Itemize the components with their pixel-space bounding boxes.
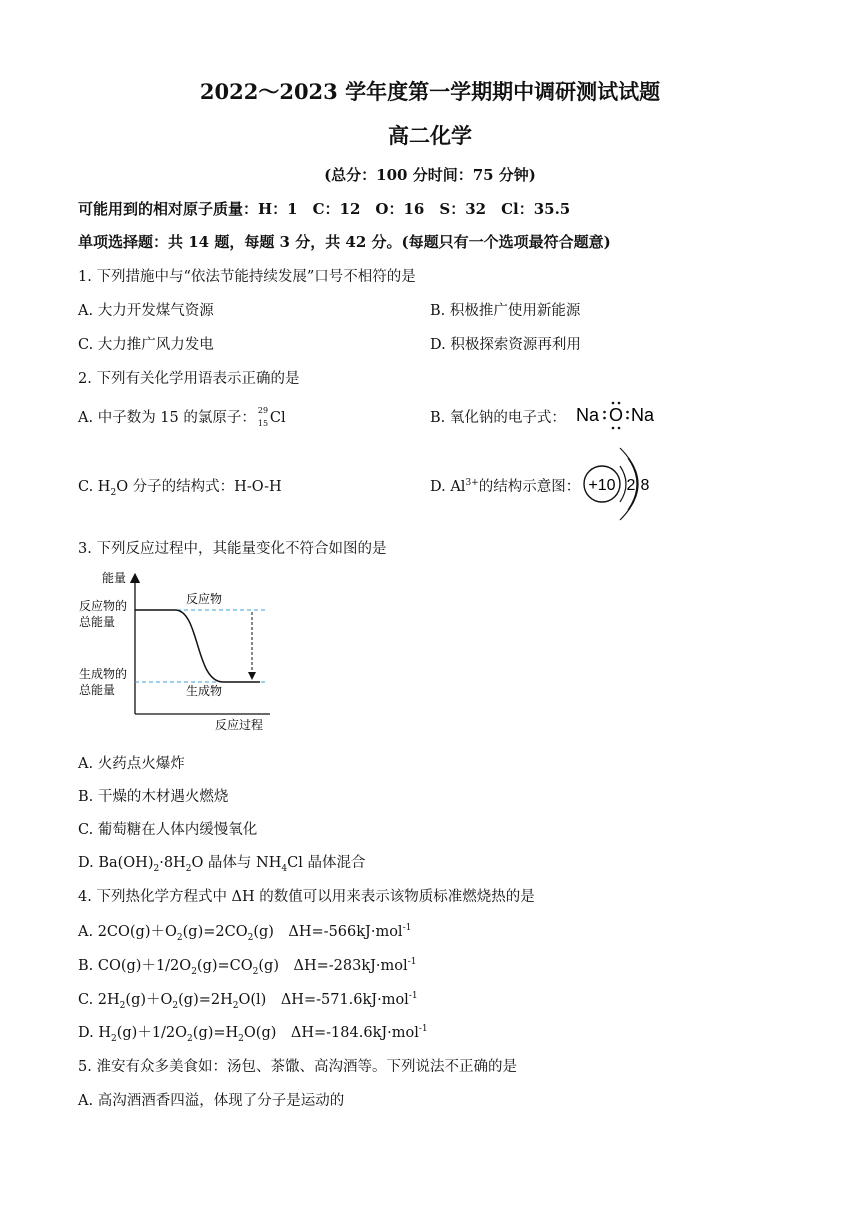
s: 2 — [238, 1033, 244, 1044]
s: 2 — [252, 966, 259, 977]
s: 2 — [153, 863, 160, 874]
q2-a-text: A. 中子数为 15 的氯原子： — [78, 410, 256, 426]
d-post: 的结构示意图： — [478, 479, 581, 495]
energy-diagram — [75, 566, 285, 738]
t: A. 2CO(g)＋O — [78, 924, 177, 940]
electron-dot — [612, 427, 615, 430]
exam-meta: (总分：100 分时间：75 分钟) — [324, 166, 536, 184]
q3-option-b: B. 干燥的木材遇火燃烧 — [78, 789, 229, 805]
s: 2 — [176, 932, 183, 943]
al-ion-structure-diagram — [580, 444, 660, 524]
electron-dot — [626, 411, 629, 414]
s: 2 — [187, 1033, 193, 1044]
electron-dot — [618, 427, 621, 430]
q2-option-a — [78, 406, 286, 428]
q5-stem: 5. 淮安有众多美食如：汤包、茶馓、高沟酒等。下列说法不正确的是 — [78, 1059, 517, 1075]
s: -1 — [402, 923, 412, 934]
s: 2 — [191, 966, 197, 977]
t: ·8H — [159, 855, 186, 871]
q1-option-b: B. 积极推广使用新能源 — [430, 303, 581, 319]
s: 2 — [172, 1000, 179, 1011]
isotope-notation — [256, 408, 270, 428]
q2-option-d — [430, 475, 580, 496]
s: 4 — [281, 863, 288, 874]
t: D. H — [78, 1025, 111, 1041]
q1-option-c: C. 大力推广风力发电 — [78, 337, 214, 353]
o-center: O — [609, 405, 624, 425]
electron-dot — [618, 402, 621, 405]
q3-option-a: A. 火药点火爆炸 — [78, 756, 185, 772]
q4-stem: 4. 下列热化学方程式中 ΔH 的数值可以用来表示该物质标准燃烧热的是 — [78, 889, 535, 905]
shell-2-electrons: 8 — [640, 477, 650, 494]
q4-option-c — [78, 988, 418, 1011]
t: O(g) ΔH=-184.6kJ·mol — [243, 1025, 419, 1041]
curve-product-label: 生成物 — [186, 684, 223, 698]
t: (g) ΔH=-283kJ·mol — [258, 958, 408, 974]
t: (g)＋O — [125, 992, 173, 1008]
t: (g)=CO — [196, 958, 253, 974]
s: 2 — [119, 1000, 126, 1011]
energy-curve — [135, 610, 260, 682]
q1-option-a: A. 大力开发煤气资源 — [78, 303, 214, 319]
t: (g)=2H — [178, 992, 233, 1008]
atomic-mass-line: 可能用到的相对原子质量：H：1 C：12 O：16 S：32 Cl：35.5 — [78, 200, 571, 218]
q3-option-c: C. 葡萄糖在人体内缓慢氧化 — [78, 822, 258, 838]
q4-option-b — [78, 954, 416, 977]
s: 2 — [232, 1000, 239, 1011]
curve-reactant-label: 反应物 — [186, 592, 223, 606]
electron-dot — [626, 417, 629, 420]
na-right: Na — [631, 405, 655, 425]
element-symbol: Cl — [269, 410, 286, 426]
t: O(l) ΔH=-571.6kJ·mol — [238, 992, 409, 1008]
s: 2 — [185, 863, 192, 874]
q5-option-a: A. 高沟酒酒香四溢，体现了分子是运动的 — [78, 1093, 345, 1109]
s: -1 — [407, 957, 417, 968]
t: Cl 晶体混合 — [287, 855, 366, 871]
y-axis-label: 能量 — [102, 571, 127, 585]
s: 2 — [247, 932, 254, 943]
q3-option-d — [78, 851, 365, 874]
electron-dot — [603, 411, 606, 414]
c-post: O 分子的结构式：H-O-H — [116, 479, 282, 495]
product-energy-label-2: 总能量 — [79, 683, 116, 697]
electron-formula-na2o — [574, 398, 664, 432]
t: D. Ba(OH) — [78, 855, 154, 871]
c-pre: C. H — [78, 479, 111, 495]
q4-option-a — [78, 920, 411, 943]
reactant-energy-label-2: 总能量 — [79, 615, 116, 629]
electron-dot — [603, 417, 606, 420]
s: -1 — [408, 991, 418, 1002]
t: (g)=H — [192, 1025, 239, 1041]
subject-title: 高二化学 — [388, 123, 472, 148]
t: (g)=2CO — [182, 924, 248, 940]
q2-option-c — [78, 475, 282, 498]
shell-arc-1 — [620, 466, 626, 502]
d-sup: 3+ — [465, 478, 479, 489]
s: -1 — [418, 1024, 428, 1035]
reactant-energy-label-1: 反应物的 — [79, 599, 128, 613]
mass-number: 29 — [257, 406, 269, 415]
shell-1-electrons: 2 — [626, 477, 636, 494]
q2-option-b — [430, 406, 566, 427]
q1-option-d: D. 积极探索资源再利用 — [430, 337, 581, 353]
t: (g)＋1/2O — [116, 1025, 188, 1041]
s: 2 — [110, 1033, 117, 1044]
na-left: Na — [576, 405, 600, 425]
q4-option-d — [78, 1021, 428, 1044]
section-heading: 单项选择题：共 14 题，每题 3 分，共 42 分。(每题只有一个选项最符合题意) — [78, 233, 611, 251]
d-pre: D. Al — [430, 479, 466, 495]
t: C. 2H — [78, 992, 120, 1008]
q2-stem: 2. 下列有关化学用语表示正确的是 — [78, 371, 300, 387]
t: (g) ΔH=-566kJ·mol — [253, 924, 403, 940]
q1-stem: 1. 下列措施中与“依法节能持续发展”口号不相符的是 — [78, 269, 416, 285]
product-energy-label-1: 生成物的 — [79, 667, 128, 681]
x-axis-label: 反应过程 — [215, 718, 264, 732]
q3-stem: 3. 下列反应过程中，其能量变化不符合如图的是 — [78, 541, 387, 557]
c-sub: 2 — [110, 487, 117, 498]
electron-dot — [612, 402, 615, 405]
exam-title: 2022～2023 学年度第一学期期中调研测试试题 — [199, 79, 661, 104]
atomic-number: 15 — [257, 419, 269, 428]
t: B. CO(g)＋1/2O — [78, 958, 192, 974]
t: O 晶体与 NH — [191, 855, 282, 871]
nucleus-charge: +10 — [588, 477, 616, 494]
q2-b-text: B. 氧化钠的电子式： — [430, 410, 566, 426]
